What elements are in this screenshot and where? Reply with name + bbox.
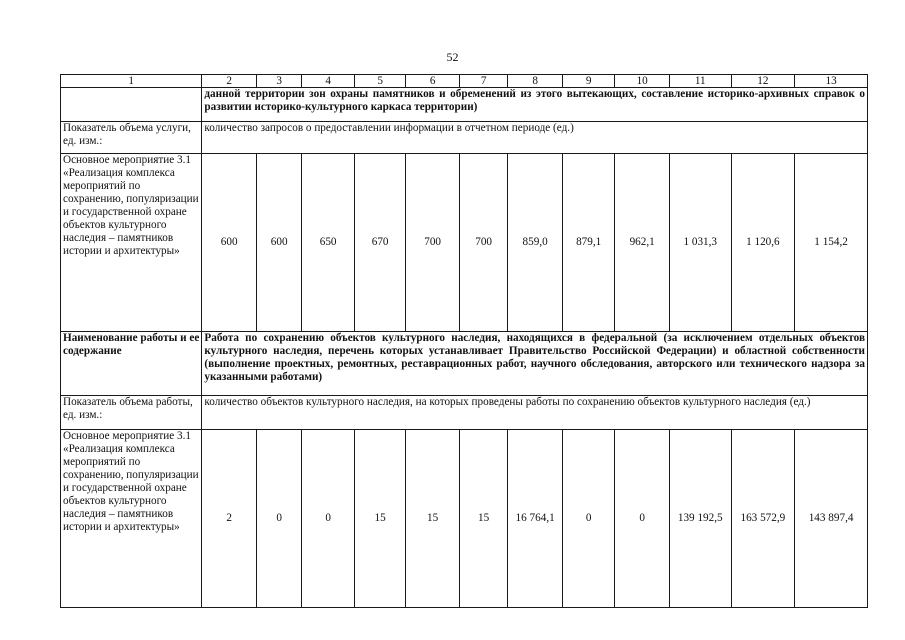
service-indicator-text: количество запросов о предоставлении информации в отчетном периоде (ед.) [202,122,868,154]
value-cell: 700 [459,154,507,332]
work-indicator-row [61,396,868,430]
page-number: 52 [446,50,459,64]
value-cell: 0 [256,430,301,608]
value-cell: 143 897,4 [795,430,868,608]
work-name-row [61,332,868,396]
column-number: 12 [731,75,795,88]
column-number: 11 [669,75,731,88]
service-indicator-row [61,122,868,154]
work-name-text: Работа по сохранению объектов культурного наследия, находящихся в федеральной (за исключением отдельных объектов культурного наследия, перечень которых устанавливает Правительство Российской Федерации) и областной собственности (выполнение проектных, ремонтных, реставрационных работ, научного обследования, авторского или технического надзора за указанными работами) [202,332,868,396]
column-number: 7 [459,75,507,88]
value-cell: 15 [459,430,507,608]
value-cell: 700 [406,154,460,332]
column-number: 13 [795,75,868,88]
work-indicator-text: количество объектов культурного наследия, на которых проведены работы по сохранению объектов культурного наследия (ед.) [202,396,868,430]
service-indicator-label: Показатель объема услуги, ед. изм.: [61,122,202,154]
column-number: 9 [562,75,615,88]
empty-label-cell [61,88,202,122]
column-number: 5 [354,75,406,88]
column-number: 3 [256,75,301,88]
value-cell: 15 [406,430,460,608]
value-cell: 0 [562,430,615,608]
value-cell: 139 192,5 [669,430,731,608]
column-number: 10 [615,75,670,88]
measure-row-works [61,430,868,608]
measure-label: Основное мероприятие 3.1 «Реализация комплекса мероприятий по сохранению, популяризации и государственной охране объектов культурного наследия – памятников истории и архитектуры» [61,154,202,332]
value-cell: 15 [354,430,406,608]
work-description-continued: данной территории зон охраны памятников и обременений из этого вытекающих, составление историко-архивных справок о развитии историко-культурного каркаса территории) [202,88,868,122]
value-cell: 600 [202,154,257,332]
value-cell: 670 [354,154,406,332]
value-cell: 1 031,3 [669,154,731,332]
value-cell: 650 [302,154,355,332]
value-cell: 879,1 [562,154,615,332]
measure-label: Основное мероприятие 3.1 «Реализация комплекса мероприятий по сохранению, популяризации и государственной охране объектов культурного наследия – памятников истории и архитектуры» [61,430,202,608]
value-cell: 2 [202,430,257,608]
value-cell: 1 154,2 [795,154,868,332]
value-cell: 163 572,9 [731,430,795,608]
programme-table [60,74,868,608]
value-cell: 16 764,1 [508,430,563,608]
column-number-row [61,75,868,88]
work-indicator-label: Показатель объема работы, ед. изм.: [61,396,202,430]
column-number: 2 [202,75,257,88]
column-number: 1 [61,75,202,88]
value-cell: 1 120,6 [731,154,795,332]
value-cell: 0 [302,430,355,608]
column-number: 8 [508,75,563,88]
value-cell: 600 [256,154,301,332]
work-name-label: Наименование работы и ее содержание [61,332,202,396]
value-cell: 962,1 [615,154,670,332]
column-number: 4 [302,75,355,88]
column-number: 6 [406,75,460,88]
measure-row-services [61,154,868,332]
continuation-row [61,88,868,122]
value-cell: 859,0 [508,154,563,332]
value-cell: 0 [615,430,670,608]
